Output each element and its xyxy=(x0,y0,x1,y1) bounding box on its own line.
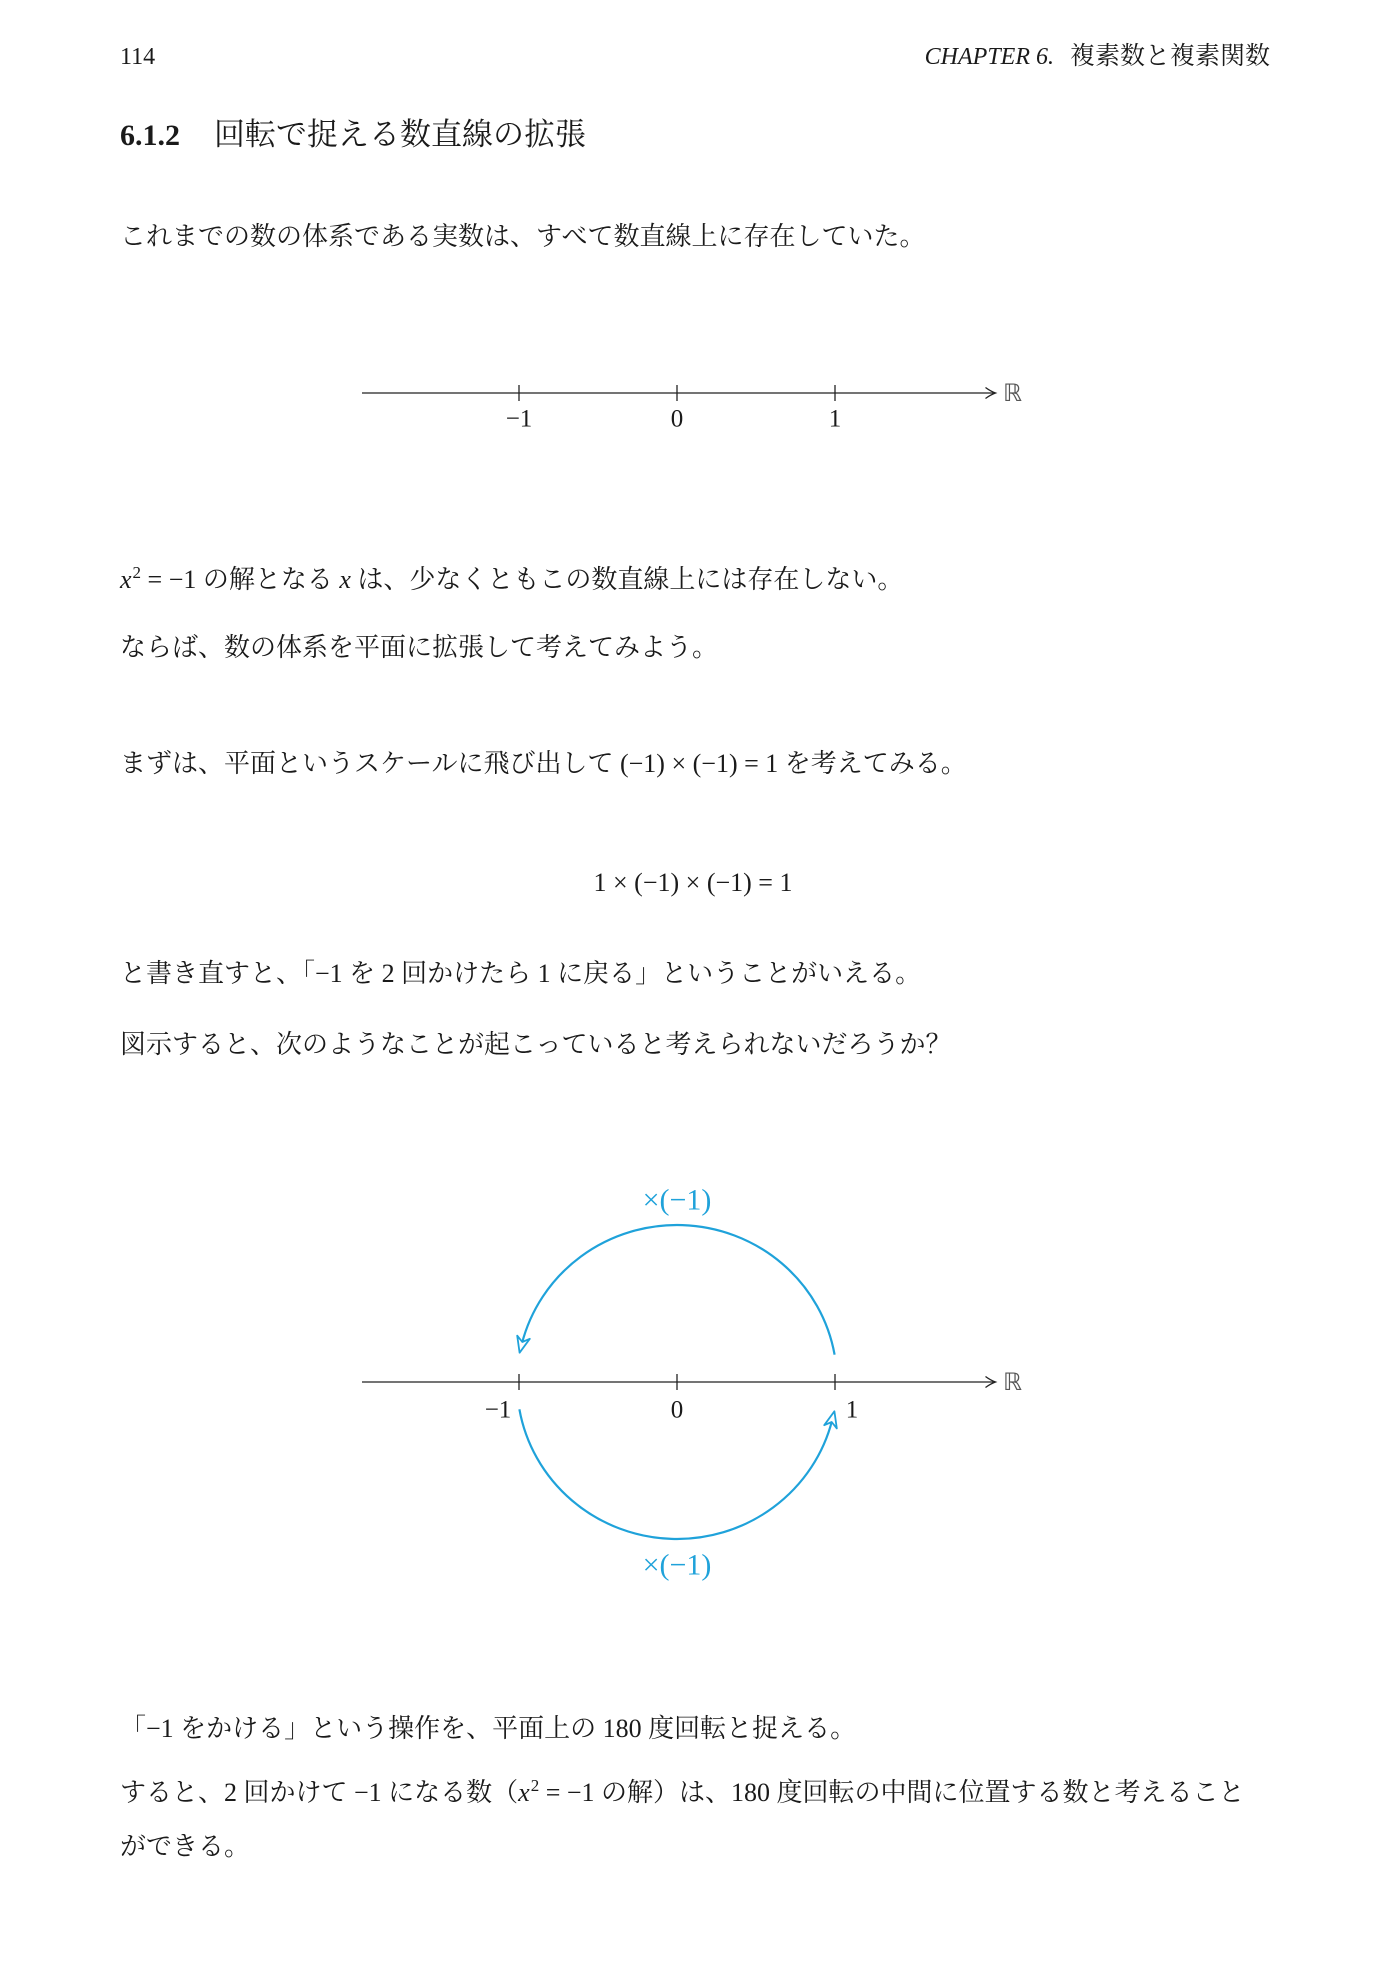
running-header xyxy=(925,42,1270,72)
tick-label-zero: 0 xyxy=(670,405,684,433)
tick-label-one: 1 xyxy=(845,1396,859,1424)
upper-rotation-arc xyxy=(522,1225,835,1355)
lower-arc-label: ×(−1) xyxy=(642,1548,712,1582)
tick-label-minus-one: −1 xyxy=(505,405,533,433)
paragraph-text: は、少なくともこの数直線上には存在しない。 xyxy=(350,565,904,594)
paragraph-text: すると、2 回かけて −1 になる数（ xyxy=(120,1778,519,1807)
tick-label-zero: 0 xyxy=(670,1396,684,1424)
paragraph-rewrite: と書き直すと、「−1 を 2 回かけたら 1 に戻る」ということがいえる。 xyxy=(120,959,922,988)
paragraph-rotation-180: 「−1 をかける」という操作を、平面上の 180 度回転と捉える。 xyxy=(120,1714,857,1743)
paragraph-midpoint-line-2: ができる。 xyxy=(120,1832,251,1861)
section-number: 6.1.2 xyxy=(120,119,180,152)
tick-label-one: 1 xyxy=(828,405,842,433)
paragraph-consider-product: まずは、平面というスケールに飛び出して (−1) × (−1) = 1 を考えてみる。 xyxy=(120,749,967,778)
chapter-title: 複素数と複素関数 xyxy=(1069,43,1270,70)
paragraph-real-numbers: これまでの数の体系である実数は、すべて数直線上に存在していた。 xyxy=(120,222,926,251)
rotation-figure xyxy=(0,1160,1386,1600)
real-numbers-symbol: ℝ xyxy=(1003,1368,1023,1396)
display-equation: 1 × (−1) × (−1) = 1 xyxy=(593,868,793,897)
variable-x: x xyxy=(518,1778,530,1807)
paragraph-extend-to-plane: ならば、数の体系を平面に拡張して考えてみよう。 xyxy=(120,633,719,662)
number-line-figure xyxy=(0,350,1386,450)
page-number: 114 xyxy=(120,44,156,70)
paragraph-midpoint-line-1 xyxy=(120,1777,1245,1812)
section-heading xyxy=(120,115,586,161)
chapter-label: CHAPTER 6. xyxy=(924,44,1054,70)
lower-rotation-arc xyxy=(519,1409,832,1539)
variable-x: x xyxy=(120,565,132,594)
exponent: 2 xyxy=(132,563,142,582)
paragraph-illustrate: 図示すると、次のようなことが起こっていると考えられないだろうか？ xyxy=(120,1030,952,1059)
variable-x: x xyxy=(339,565,351,594)
paragraph-no-real-solution xyxy=(120,564,903,599)
real-numbers-symbol: ℝ xyxy=(1003,379,1023,407)
paragraph-text: = −1 の解となる xyxy=(141,565,340,594)
upper-arc-label: ×(−1) xyxy=(642,1183,712,1217)
paragraph-text: = −1 の解）は、180 度回転の中間に位置する数と考えること xyxy=(539,1778,1245,1807)
exponent: 2 xyxy=(530,1776,540,1795)
section-title: 回転で捉える数直線の拡張 xyxy=(214,117,586,153)
tick-label-minus-one: −1 xyxy=(484,1396,512,1424)
